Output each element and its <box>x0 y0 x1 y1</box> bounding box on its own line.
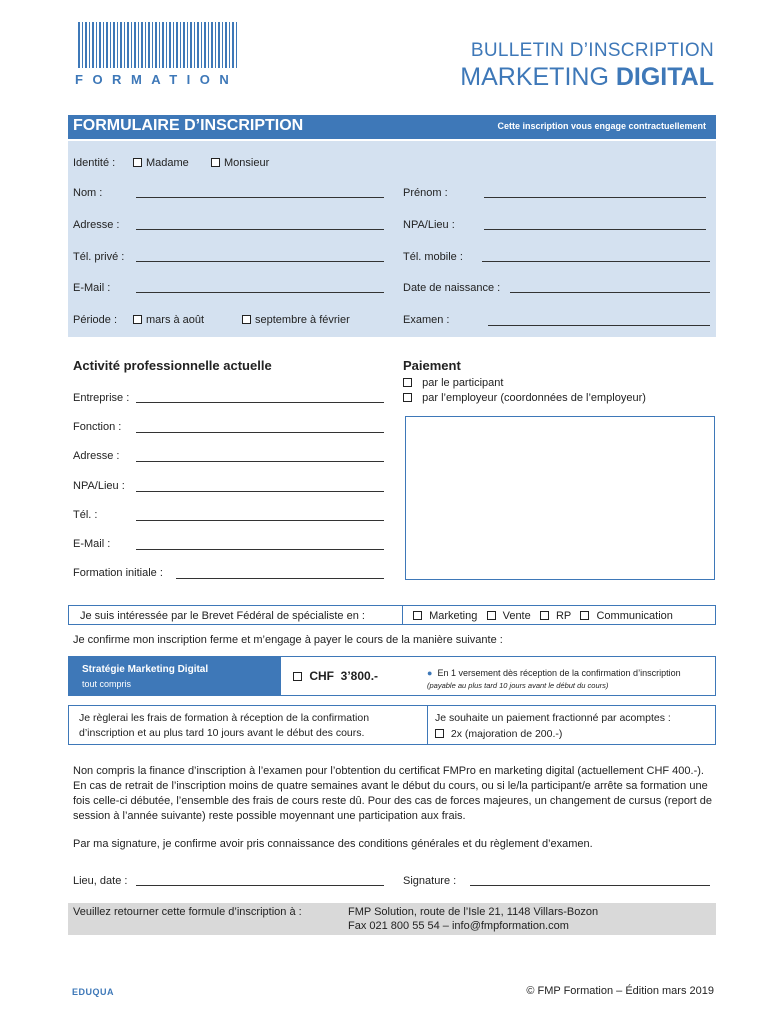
periode-label: Période : <box>73 314 118 326</box>
activite-title: Activité professionnelle actuelle <box>73 358 272 373</box>
paiement-title: Paiement <box>403 358 461 373</box>
email-field[interactable] <box>136 292 384 293</box>
signature-label: Signature : <box>403 875 457 887</box>
strategie-bullet-note: (payable au plus tard 10 jours avant le début du cours) <box>427 681 609 690</box>
npa-field[interactable] <box>484 229 706 230</box>
nom-field[interactable] <box>136 197 384 198</box>
logo-barcode-graphic <box>78 22 238 68</box>
naissance-label: Date de naissance : <box>403 282 501 294</box>
price-checkbox[interactable] <box>293 672 302 681</box>
entreprise-label: Entreprise : <box>73 392 130 404</box>
examen-label: Examen : <box>403 314 450 326</box>
monsieur-label: Monsieur <box>224 157 270 169</box>
frais-acompte-option[interactable] <box>435 728 562 740</box>
paiement-employeur-checkbox[interactable] <box>403 393 412 402</box>
brevet-marketing-checkbox[interactable] <box>413 611 422 620</box>
formation-label: Formation initiale : <box>73 567 163 579</box>
return-label: Veuillez retourner cette formule d’inscription à : <box>73 906 302 918</box>
strategie-price: CHF 3’800.- <box>309 669 379 683</box>
brevet-communication-checkbox[interactable] <box>580 611 589 620</box>
contract-note: Cette inscription vous engage contractuellement <box>497 121 706 131</box>
brevet-vente-label: Vente <box>502 610 531 622</box>
periode-option-1[interactable] <box>133 314 204 326</box>
nom-label: Nom : <box>73 187 103 199</box>
lieu-date-field[interactable] <box>136 885 384 886</box>
naissance-field[interactable] <box>510 292 710 293</box>
conditions-paragraph: Non compris la finance d’inscription à l’examen pour l’obtention du certificat FMPro en marketing digital (actuellement CHF 400.-). En cas de retrait de l’inscription moins de quatre semaines avant le début du cours, ou si le/la participant/e arrête sa formation une fois celle-ci débutée, l’ensemble des frais de cours reste dû. Pour des cas de forces majeures, un changement de cursus (report de session à l’année suivante) reste possible moyennant une participation aux frais. <box>73 765 712 822</box>
periode-2-checkbox[interactable] <box>242 315 251 324</box>
act-tel-label: Tél. : <box>73 509 98 521</box>
paiement-option-2[interactable] <box>403 392 646 404</box>
fonction-field[interactable] <box>136 432 384 433</box>
return-box <box>68 903 716 935</box>
eduqua-text: EDUQUA <box>72 987 115 997</box>
frais-divider <box>427 706 428 744</box>
paiement-option-1-label: par le participant <box>422 377 504 389</box>
frais-box <box>68 705 716 745</box>
periode-2-label: septembre à février <box>255 314 350 326</box>
brevet-rp-label: RP <box>555 610 572 622</box>
paiement-option-2-label: par l’employeur (coordonnées de l’employeur) <box>422 392 646 404</box>
act-tel-field[interactable] <box>136 520 384 521</box>
npa-label: NPA/Lieu : <box>403 219 455 231</box>
prenom-label: Prénom : <box>403 187 448 199</box>
frais-right-line1: Je souhaite un paiement fractionné par acomptes : <box>435 712 671 724</box>
strategie-price-option[interactable] <box>293 669 378 683</box>
acompte-checkbox[interactable] <box>435 729 444 738</box>
form-title: FORMULAIRE D’INSCRIPTION <box>73 117 304 134</box>
act-email-label: E-Mail : <box>73 538 111 550</box>
frais-left-line2: d’inscription et au plus tard 10 jours avant le début des cours. <box>79 727 365 739</box>
header-title-2 <box>460 63 714 92</box>
monsieur-checkbox[interactable] <box>211 158 220 167</box>
paiement-option-1[interactable] <box>403 377 503 389</box>
header-title-1: BULLETIN D’INSCRIPTION <box>470 40 714 61</box>
form-title-bar <box>68 115 716 139</box>
periode-1-label: mars à août <box>146 314 205 326</box>
email-label: E-Mail : <box>73 282 111 294</box>
act-adresse-field[interactable] <box>136 461 384 462</box>
tel-mobile-label: Tél. mobile : <box>403 251 463 263</box>
formation-field[interactable] <box>176 578 384 579</box>
frais-left-line1: Je règlerai les frais de formation à réception de la confirmation <box>79 712 370 724</box>
brevet-rp-option[interactable] <box>540 610 571 622</box>
confirm-text: Je confirme mon inscription ferme et m’engage à payer le cours de la manière suivante : <box>73 634 503 646</box>
brevet-divider <box>402 606 403 624</box>
paiement-participant-checkbox[interactable] <box>403 378 412 387</box>
eduqua-logo <box>72 982 142 1002</box>
fmp-logo <box>75 22 240 88</box>
strategie-label-box <box>69 657 281 695</box>
copyright: © FMP Formation – Édition mars 2019 <box>526 985 714 997</box>
prenom-field[interactable] <box>484 197 706 198</box>
brevet-vente-checkbox[interactable] <box>487 611 496 620</box>
adresse-field[interactable] <box>136 229 384 230</box>
examen-field[interactable] <box>488 325 710 326</box>
identity-panel <box>68 141 716 337</box>
act-adresse-label: Adresse : <box>73 450 120 462</box>
identity-row <box>73 157 115 169</box>
act-npa-label: NPA/Lieu : <box>73 480 125 492</box>
madame-label: Madame <box>146 157 189 169</box>
strategie-bullet-text: En 1 versement dès réception de la confirmation d’inscription <box>437 668 681 678</box>
act-email-field[interactable] <box>136 549 384 550</box>
strategie-sub: tout compris <box>82 679 132 689</box>
header-title-2-bold: DIGITAL <box>615 63 714 91</box>
frais-right-line2: 2x (majoration de 200.-) <box>450 728 563 740</box>
monsieur-option[interactable] <box>211 157 269 169</box>
brevet-vente-option[interactable] <box>487 610 531 622</box>
return-address-1: FMP Solution, route de l’Isle 21, 1148 Villars-Bozon <box>348 906 599 918</box>
brevet-rp-checkbox[interactable] <box>540 611 549 620</box>
return-address-2: Fax 021 800 55 54 – info@fmpformation.com <box>348 920 569 932</box>
brevet-question: Je suis intéressée par le Brevet Fédéral de spécialiste en : <box>80 610 365 622</box>
act-npa-field[interactable] <box>136 491 384 492</box>
strategie-title: Stratégie Marketing Digital <box>82 664 209 675</box>
brevet-communication-option[interactable] <box>580 610 672 622</box>
fonction-label: Fonction : <box>73 421 122 433</box>
tel-prive-field[interactable] <box>136 261 384 262</box>
identity-label: Identité : <box>73 157 116 169</box>
brevet-marketing-label: Marketing <box>429 610 478 622</box>
brevet-options <box>413 610 673 622</box>
madame-option[interactable] <box>133 157 189 169</box>
brevet-communication-label: Communication <box>596 610 673 622</box>
bullet-dot-icon: ● <box>427 668 433 678</box>
periode-1-checkbox[interactable] <box>133 315 142 324</box>
brevet-marketing-option[interactable] <box>413 610 477 622</box>
signature-note: Par ma signature, je confirme avoir pris connaissance des conditions générales et du règlement d’examen. <box>73 838 593 850</box>
adresse-label: Adresse : <box>73 219 120 231</box>
strategie-box <box>68 656 716 696</box>
tel-mobile-field[interactable] <box>482 261 710 262</box>
lieu-date-label: Lieu, date : <box>73 875 128 887</box>
madame-checkbox[interactable] <box>133 158 142 167</box>
logo-word: FORMATION <box>75 72 239 87</box>
signature-field[interactable] <box>470 885 710 886</box>
employeur-address-box[interactable] <box>405 416 715 580</box>
strategie-bullet <box>427 668 681 678</box>
entreprise-field[interactable] <box>136 402 384 403</box>
tel-prive-label: Tél. privé : <box>73 251 125 263</box>
header-title-2-regular: MARKETING <box>460 63 616 91</box>
periode-option-2[interactable] <box>242 314 350 326</box>
